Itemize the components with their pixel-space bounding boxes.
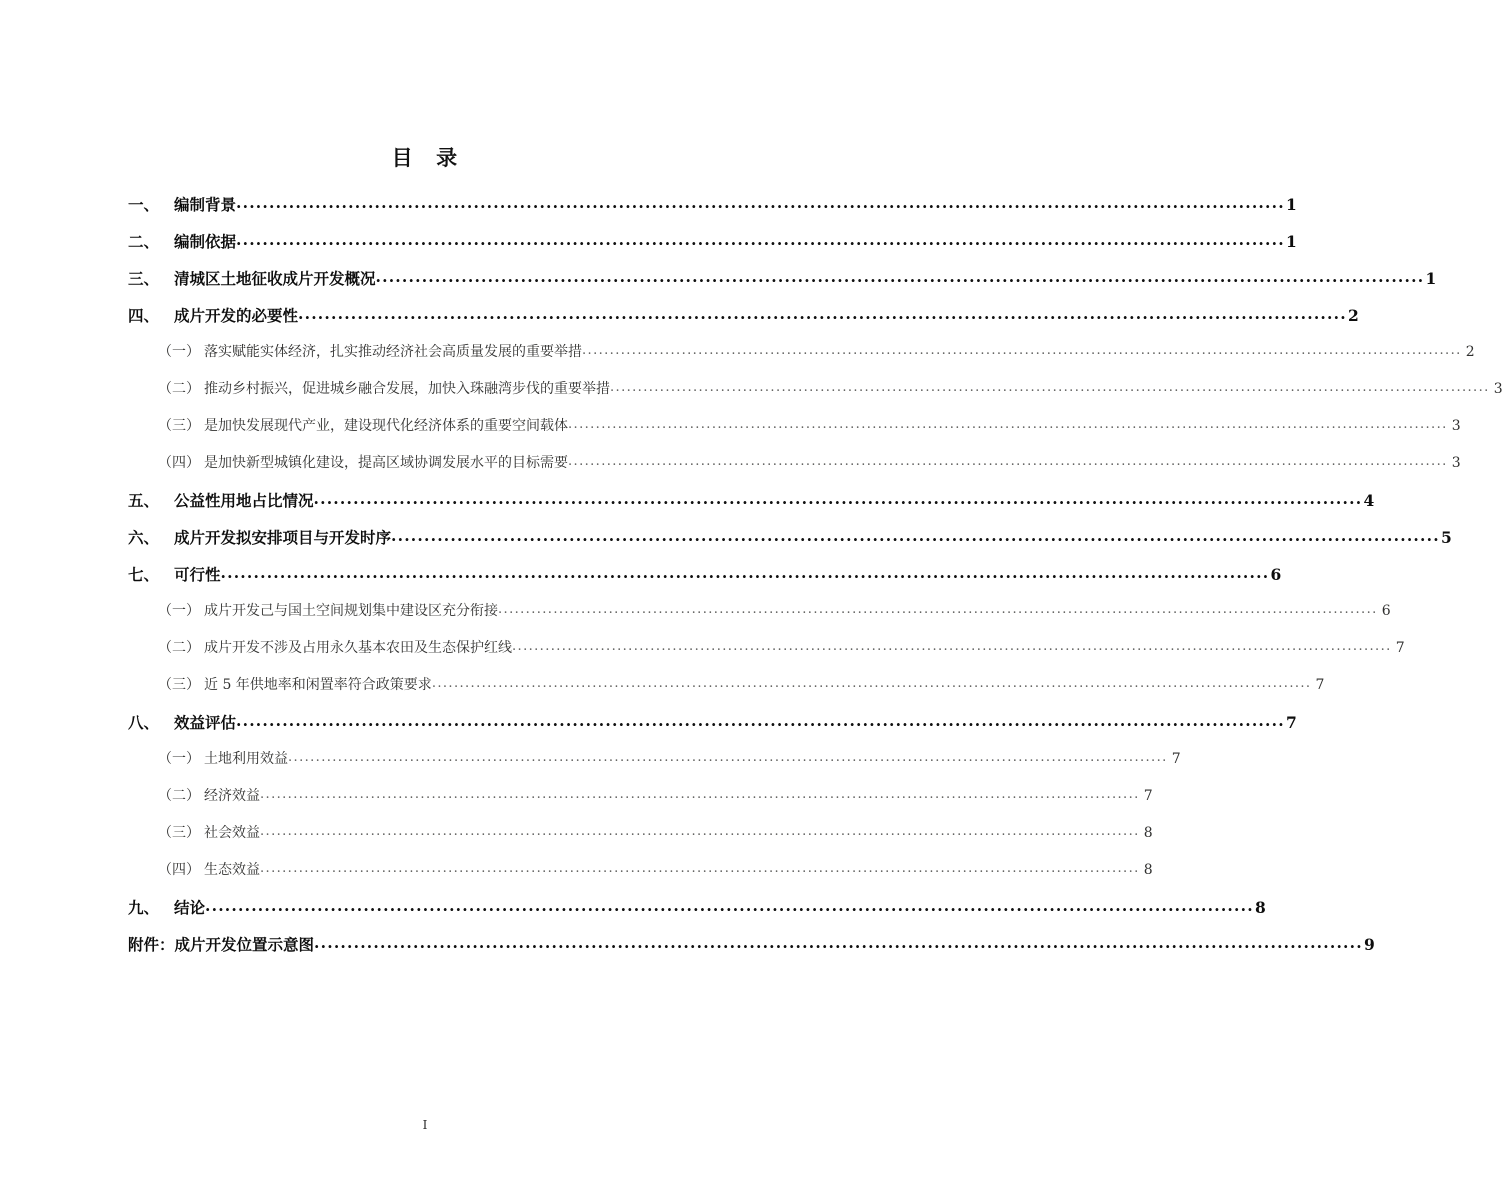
toc-dot-leader: ............................................................................................................................................................... [260,787,1140,802]
toc-dot-leader: ............................................................................................................................................................... [375,267,1425,286]
toc-entry-page-number: 1 [1286,195,1297,214]
toc-entry[interactable] [128,809,1153,846]
toc-entry-title: 土地利用效益 [204,751,288,767]
toc-entry-page-number: 3 [1493,381,1503,397]
toc-dot-leader: ............................................................................................................................................................... [498,602,1378,617]
toc-entry-page-number: 7 [1315,677,1325,693]
toc-entry-title: 成片开发位置示意图 [174,935,315,954]
toc-entry-number: 二、 [128,232,160,251]
toc-dot-leader: ............................................................................................................................................................... [288,750,1168,765]
toc-entry-page-number: 7 [1143,788,1153,804]
toc-entry-title: 编制依据 [174,232,237,251]
toc-entry-page-number: 7 [1286,713,1297,732]
toc-entry[interactable] [128,772,1153,809]
toc-dot-leader: ............................................................................................................................................................... [205,896,1254,915]
toc-entry-title: 清城区土地征收成片开发概况 [174,269,376,288]
toc-dot-leader: ............................................................................................................................................................... [314,933,1363,952]
toc-dot-leader: ............................................................................................................................................................... [260,861,1140,876]
toc-entry[interactable] [128,328,1475,365]
toc-entry[interactable] [128,291,1359,328]
toc-entry-number: 七、 [128,565,160,584]
toc-entry-page-number: 4 [1363,491,1375,510]
toc-entry-number: 九、 [128,898,160,917]
page-title: 目 录 [391,145,459,170]
toc-entry-page-number: 1 [1286,232,1297,251]
toc-entry-page-number: 2 [1465,344,1475,360]
toc-dot-leader: ............................................................................................................................................................... [313,489,1363,508]
toc-entry[interactable] [128,661,1325,698]
toc-entry[interactable] [128,846,1153,883]
toc-dot-leader: ............................................................................................................................................................... [568,417,1448,432]
table-of-contents [128,180,1503,957]
toc-entry-number: 五、 [128,491,160,510]
toc-entry[interactable] [128,624,1405,661]
toc-entry-title: 是加快新型城镇化建设，提高区域协调发展水平的目标需要 [204,455,568,471]
toc-dot-leader: ............................................................................................................................................................... [236,230,1285,249]
toc-dot-leader: ............................................................................................................................................................... [220,563,1270,582]
toc-entry-title: 可行性 [174,565,221,584]
toc-entry-title: 成片开发的必要性 [174,306,299,325]
toc-entry-number: （一） [158,603,200,619]
toc-entry[interactable] [128,439,1461,476]
toc-entry-title: 社会效益 [204,825,260,841]
toc-entry-number: 附件： [128,935,175,954]
toc-dot-leader: ............................................................................................................................................................... [512,639,1392,654]
toc-entry-title: 成片开发不涉及占用永久基本农田及生态保护红线 [204,640,512,656]
toc-entry-number: （二） [158,381,200,397]
toc-entry-title: 是加快发展现代产业，建设现代化经济体系的重要空间载体 [204,418,568,434]
toc-entry-title: 成片开发己与国土空间规划集中建设区充分衔接 [204,603,498,619]
toc-entry-title: 效益评估 [174,713,237,732]
toc-entry-number: （四） [158,862,200,878]
toc-dot-leader: ............................................................................................................................................................... [582,343,1462,358]
toc-entry-title: 公益性用地占比情况 [174,491,314,510]
toc-entry[interactable] [128,513,1452,550]
toc-entry-page-number: 8 [1255,898,1266,917]
toc-entry-number: （三） [158,825,200,841]
toc-entry[interactable] [128,883,1266,920]
toc-entry-title: 成片开发拟安排项目与开发时序 [174,528,392,547]
toc-dot-leader: ............................................................................................................................................................... [236,711,1285,730]
footer-page-number: I [422,1118,428,1132]
toc-entry[interactable] [128,920,1375,957]
toc-entry-page-number: 8 [1143,862,1153,878]
toc-entry-number: 六、 [128,528,160,547]
toc-dot-leader: ............................................................................................................................................................... [610,380,1490,395]
toc-entry-number: （四） [158,455,200,471]
toc-entry[interactable] [128,365,1503,402]
toc-entry[interactable] [128,254,1437,291]
toc-entry-page-number: 3 [1451,455,1461,471]
toc-entry-number: 四、 [128,306,160,325]
toc-entry-number: （一） [158,751,200,767]
toc-dot-leader: ............................................................................................................................................................... [431,676,1312,691]
toc-entry[interactable] [128,476,1375,513]
toc-entry-number: （三） [158,418,200,434]
toc-entry[interactable] [128,735,1181,772]
toc-dot-leader: ............................................................................................................................................................... [568,454,1448,469]
toc-entry-page-number: 8 [1143,825,1153,841]
toc-entry[interactable] [128,587,1391,624]
toc-entry-number: （二） [158,788,200,804]
toc-entry[interactable] [128,698,1297,735]
toc-dot-leader: ............................................................................................................................................................... [260,824,1140,839]
toc-entry[interactable] [128,550,1282,587]
toc-entry-number: 八、 [128,713,160,732]
toc-entry-number: 三、 [128,269,160,288]
toc-entry-title: 近 5 年供地率和闲置率符合政策要求 [204,677,432,693]
toc-entry-page-number: 5 [1441,528,1452,547]
toc-entry[interactable] [128,402,1461,439]
toc-entry-page-number: 3 [1451,418,1461,434]
toc-entry-number: （一） [158,344,200,360]
toc-entry-page-number: 1 [1425,269,1437,288]
toc-entry-page-number: 7 [1171,751,1181,767]
toc-entry-title: 落实赋能实体经济，扎实推动经济社会高质量发展的重要举措 [204,344,582,360]
toc-entry[interactable] [128,180,1297,217]
toc-entry-page-number: 2 [1348,306,1359,325]
toc-entry-number: （二） [158,640,200,656]
toc-entry-title: 生态效益 [204,862,260,878]
toc-entry-page-number: 9 [1364,935,1375,954]
toc-entry-number: （三） [158,677,200,693]
toc-entry-page-number: 6 [1270,565,1282,584]
toc-entry-title: 结论 [174,898,206,917]
toc-dot-leader: ............................................................................................................................................................... [391,526,1440,545]
toc-entry-title: 编制背景 [174,195,237,214]
toc-entry-title: 推动乡村振兴，促进城乡融合发展，加快入珠融湾步伐的重要举措 [204,381,610,397]
toc-entry[interactable] [128,217,1297,254]
toc-entry-number: 一、 [128,195,160,214]
toc-entry-title: 经济效益 [204,788,260,804]
toc-dot-leader: ............................................................................................................................................................... [298,304,1347,323]
toc-entry-page-number: 7 [1395,640,1405,656]
toc-entry-page-number: 6 [1381,603,1391,619]
toc-dot-leader: ............................................................................................................................................................... [236,193,1285,212]
